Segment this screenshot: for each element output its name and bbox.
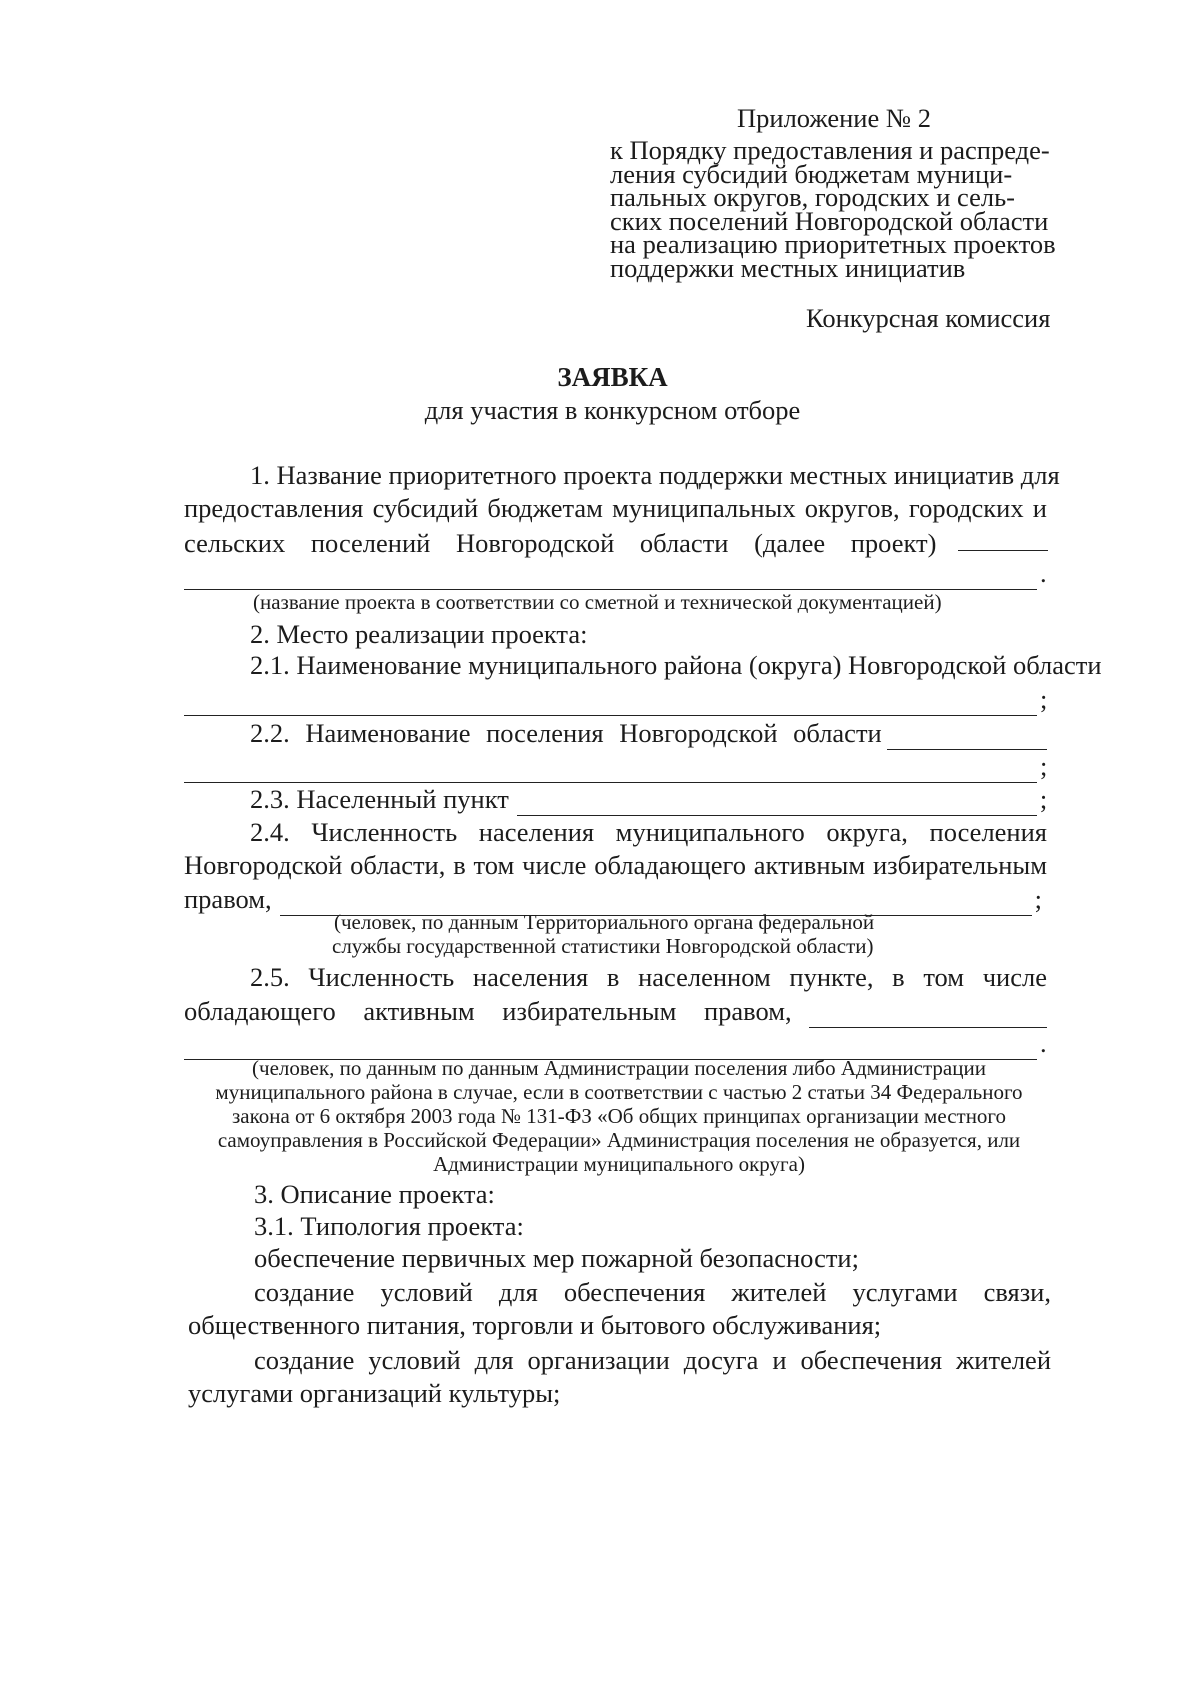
locality-population-blank-1[interactable] xyxy=(809,1003,1047,1028)
period-mark: . xyxy=(1040,558,1047,588)
item-2-4-caption xyxy=(332,910,874,958)
item-2-2-row2 xyxy=(184,749,1047,783)
item-2-5-caption xyxy=(184,1056,1054,1176)
section1-line3 xyxy=(184,526,1048,560)
recipient: Конкурсная комиссия xyxy=(806,303,1051,333)
caption-line: муниципального района в случае, если в соответствии с частью 2 статьи 34 Федерального xyxy=(215,1080,1023,1104)
typology-item-3-line2: услугами организаций культуры; xyxy=(188,1378,561,1408)
typology-item-2-line2: общественного питания, торговли и бытового обслуживания; xyxy=(188,1310,882,1340)
semicolon-mark: ; xyxy=(1034,884,1043,914)
item-2-1: 2.1. Наименование муниципального района (округа) Новгородской области xyxy=(250,650,1102,680)
appendix-line: на реализацию приоритетных проектов xyxy=(610,229,1056,259)
semicolon-mark: ; xyxy=(1039,784,1048,814)
typology-heading: 3.1. Типология проекта: xyxy=(254,1211,524,1241)
item-2-5-line2: обладающего активным избирательным правом, xyxy=(184,996,792,1026)
semicolon-mark: ; xyxy=(1040,684,1048,714)
section1-line3-text: сельских поселений Новгородской области (далее проект) xyxy=(184,528,937,558)
section1-line1: 1. Название приоритетного проекта поддержки местных инициатив для xyxy=(250,460,1060,490)
document-subtitle: для участия в конкурсном отборе xyxy=(424,395,801,425)
item-2-3: 2.3. Населенный пункт xyxy=(250,784,509,814)
section2-heading: 2. Место реализации проекта: xyxy=(250,619,588,649)
caption-line: самоуправления в Российской Федерации» Администрация поселения не образуется, или xyxy=(217,1128,1021,1152)
section1-line2: предоставления субсидий бюджетам муниципальных округов, городских и xyxy=(184,493,1047,523)
item-2-5-row xyxy=(184,994,1047,1028)
settlement-name-blank-2[interactable] xyxy=(184,756,1037,783)
item-2-4-line2: Новгородской области, в том числе обладающего активным избирательным xyxy=(184,850,1047,880)
item-2-5-row2 xyxy=(184,1026,1047,1060)
project-name-blank-1[interactable] xyxy=(958,526,1048,551)
district-name-blank[interactable] xyxy=(184,689,1037,716)
semicolon-mark: ; xyxy=(1040,751,1048,781)
appendix-line: поддержки местных инициатив xyxy=(610,252,966,283)
appendix-line: ских поселений Новгородской области xyxy=(610,205,1049,236)
appendix-line: пальных округов, городских и сель- xyxy=(610,182,1016,212)
period-mark: . xyxy=(1040,1028,1047,1058)
caption-line: службы государственной статистики Новгородской области) xyxy=(332,934,874,958)
locality-blank[interactable] xyxy=(517,791,1037,816)
appendix-reference xyxy=(610,135,1056,283)
appendix-title: Приложение № 2 xyxy=(737,103,932,133)
project-name-blank-2[interactable] xyxy=(184,563,1037,590)
typology-item-1: обеспечение первичных мер пожарной безопасности; xyxy=(254,1243,859,1273)
caption-line: (человек, по данным по данным Администрации поселения либо Администрации xyxy=(252,1056,986,1080)
section3-heading: 3. Описание проекта: xyxy=(254,1179,495,1209)
project-name-caption: (название проекта в соответствии со сметной и технической документацией) xyxy=(253,590,942,614)
typology-item-2-line1: создание условий для обеспечения жителей услугами связи, xyxy=(254,1277,1051,1307)
appendix-line: ления субсидий бюджетам муници- xyxy=(610,158,1013,189)
item-2-2-row xyxy=(250,716,1047,750)
project-name-row xyxy=(184,556,1047,590)
caption-line: закона от 6 октября 2003 года № 131-ФЗ «Об общих принципах организации местного xyxy=(231,1104,1007,1128)
item-2-4-line3: правом, xyxy=(184,884,272,914)
item-2-4-line1: 2.4. Численность населения муниципального округа, поселения xyxy=(250,817,1047,847)
item-2-3-row xyxy=(250,782,1047,816)
caption-line: Администрации муниципального округа) xyxy=(433,1152,805,1176)
item-2-1-row xyxy=(184,682,1047,716)
settlement-name-blank-1[interactable] xyxy=(887,725,1047,750)
typology-item-3-line1: создание условий для организации досуга и обеспечения жителей xyxy=(254,1345,1051,1375)
item-2-2: 2.2. Наименование поселения Новгородской области xyxy=(250,718,882,748)
document-title: ЗАЯВКА xyxy=(557,362,668,392)
item-2-5-line1: 2.5. Численность населения в населенном пункте, в том числе xyxy=(250,962,1047,992)
caption-line: (человек, по данным Территориального органа федеральной xyxy=(334,910,875,934)
appendix-line: к Порядку предоставления и распреде- xyxy=(610,135,1050,165)
